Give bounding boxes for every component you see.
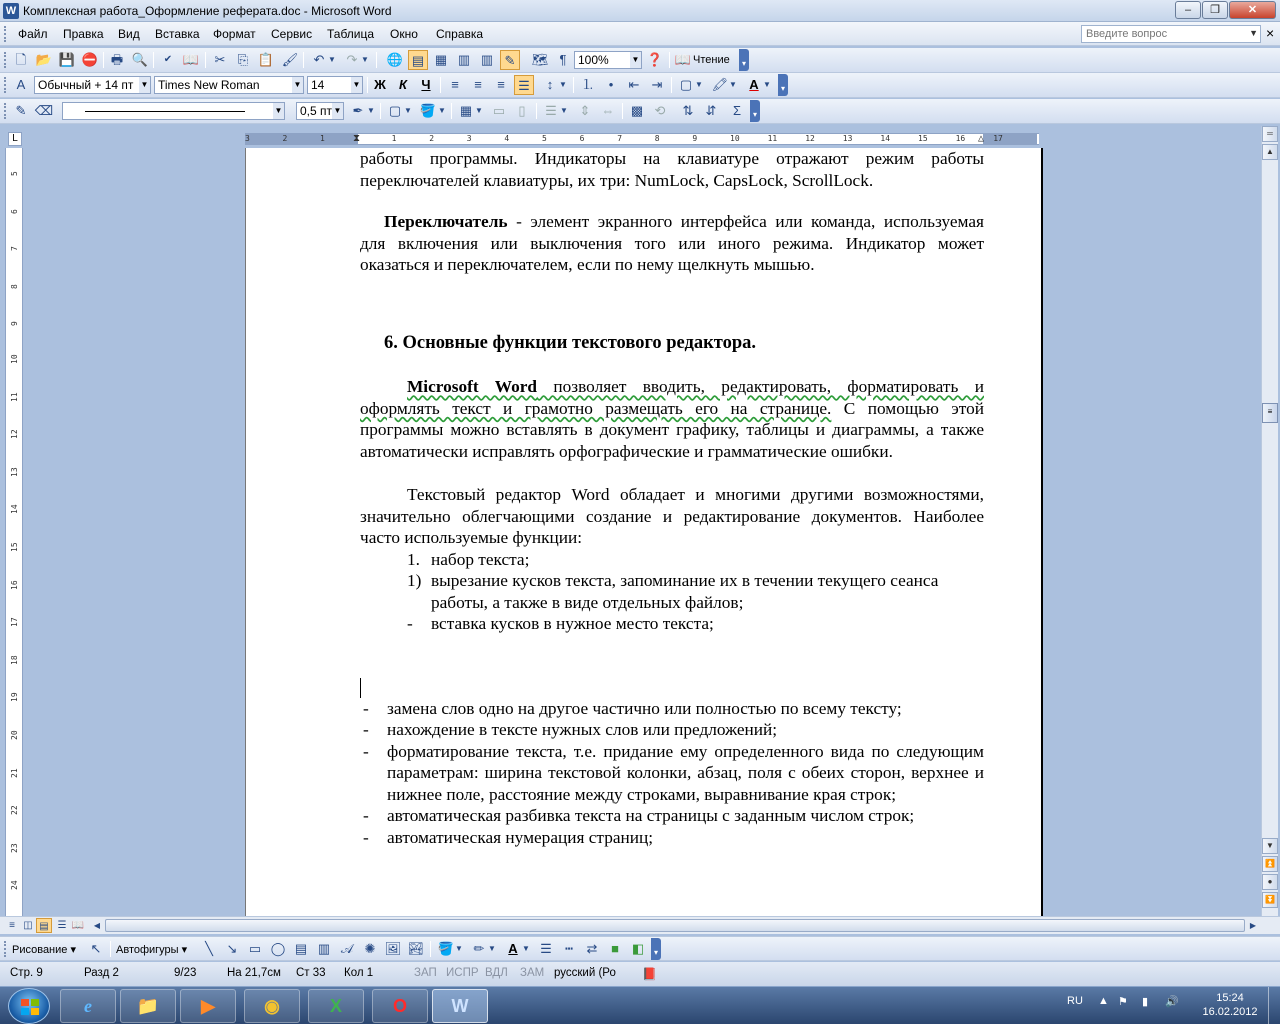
underline-button[interactable]: Ч xyxy=(421,77,431,92)
list-item xyxy=(360,805,984,827)
oval-icon[interactable]: ◯ xyxy=(270,941,286,956)
bullets-icon[interactable]: • xyxy=(608,77,614,92)
vertical-ruler-tick-label: 19 xyxy=(10,692,19,703)
font-value: Times New Roman xyxy=(158,78,260,92)
ruler-tick-label: 1 xyxy=(320,134,325,143)
vertical-ruler-tick-label: 23 xyxy=(10,843,19,853)
action-center-icon[interactable]: ⚑ xyxy=(1118,996,1128,1008)
ruler-tick-label: 2 xyxy=(429,134,435,143)
toolbar-separator xyxy=(380,103,381,119)
toolbar-separator xyxy=(153,52,154,68)
ruler-tick-label: 12 xyxy=(805,134,815,143)
vertical-ruler-tick-label: 9 xyxy=(10,321,19,327)
vertical-ruler-tick-label: 24 xyxy=(10,880,19,891)
line-spacing-icon[interactable]: ↕ xyxy=(546,77,554,92)
print-icon[interactable]: 🖶 xyxy=(110,52,124,67)
chrome-icon[interactable]: ◉ xyxy=(244,989,300,1023)
status-overtype[interactable]: ЗАМ xyxy=(520,967,545,979)
diagram-icon[interactable]: ✺ xyxy=(364,941,376,956)
format-painter-icon[interactable]: 🖌 xyxy=(281,52,299,67)
normal-view-icon[interactable]: ≡ xyxy=(9,920,15,931)
document-area xyxy=(23,148,1261,916)
ruler-tick-label: 3 xyxy=(466,134,472,143)
vertical-ruler-tick-label: 13 xyxy=(10,467,19,477)
select-objects-icon[interactable]: ↖ xyxy=(90,941,102,956)
distribute-rows-icon[interactable]: ⇕ xyxy=(579,103,591,118)
next-page-icon[interactable]: ⏬ xyxy=(1262,892,1278,908)
internet-explorer-icon[interactable]: e xyxy=(60,989,116,1023)
toolbar-separator xyxy=(376,52,377,68)
ruler-tick-label: 8 xyxy=(654,134,660,143)
tables-borders-toolbar xyxy=(0,99,1280,124)
open-folder-icon[interactable]: 📂 xyxy=(35,52,53,67)
list-item-text: нахождение в тексте нужных слов или предложений; xyxy=(387,720,778,739)
pilcrow-icon[interactable]: ¶ xyxy=(559,52,567,67)
list-marker: - xyxy=(363,827,369,847)
list-item-text: замена слов одно на другое частично или полностью по всему тексту; xyxy=(387,698,902,718)
vertical-ruler-tick-label: 8 xyxy=(10,283,19,289)
section-heading: 6. Основные функции текстового редактора. xyxy=(384,332,757,353)
3d-style-icon[interactable]: ◧ xyxy=(631,941,645,956)
network-icon[interactable]: ▮ xyxy=(1142,996,1149,1008)
draw-table-icon[interactable]: ✎ xyxy=(15,103,27,118)
line-style-preview xyxy=(85,111,245,112)
redo-icon[interactable]: ↷ xyxy=(346,52,358,67)
start-button[interactable] xyxy=(8,988,50,1024)
sort-ascending-icon[interactable]: ⇅ xyxy=(682,103,694,118)
status-language[interactable]: русский (Ро xyxy=(554,967,616,979)
italic-button[interactable]: К xyxy=(399,77,407,92)
select-browse-object-icon[interactable]: ● xyxy=(1262,874,1278,890)
chevron-down-icon[interactable]: ▼ xyxy=(292,77,303,93)
vertical-ruler-tick-label: 11 xyxy=(10,391,19,402)
split-cells-icon[interactable]: ▯ xyxy=(518,103,526,118)
vertical-ruler-tick-label: 12 xyxy=(10,429,19,440)
toolbar-separator xyxy=(440,77,441,93)
menu-tools[interactable]: Сервис xyxy=(271,27,313,41)
line-weight-value: 0,5 пт xyxy=(300,104,333,118)
ruler-tick-label: 5 xyxy=(542,134,547,143)
paragraph-switch xyxy=(360,211,984,276)
line-style-select[interactable] xyxy=(62,102,285,120)
list-item-text: вырезание кусков текста, запоминание их в течении текущего сеанса работы, а также в виде отдельных файлов; xyxy=(431,571,939,612)
windows-logo-icon xyxy=(21,999,39,1015)
file-explorer-icon[interactable]: 📁 xyxy=(120,989,176,1023)
increase-indent-icon[interactable]: ⇥ xyxy=(651,77,663,92)
menu-edit[interactable]: Правка xyxy=(63,27,104,41)
fill-color-icon[interactable]: 🪣 xyxy=(437,941,455,956)
toolbar-separator xyxy=(367,77,368,93)
chevron-down-icon[interactable]: ▼ xyxy=(273,103,284,119)
ruler-tick-label: 2 xyxy=(282,134,288,143)
chevron-down-icon[interactable]: ▼ xyxy=(328,55,336,64)
menu-insert[interactable]: Вставка xyxy=(155,27,200,41)
toolbar-options-button[interactable]: ▾ xyxy=(778,74,788,96)
scroll-right-icon[interactable]: ▶ xyxy=(1249,921,1257,930)
spelling-icon[interactable]: ✔ xyxy=(163,54,173,65)
chevron-down-icon[interactable]: ▼ xyxy=(367,106,375,115)
text-cursor xyxy=(360,678,361,698)
status-record-macro[interactable]: ЗАП xyxy=(414,967,437,979)
paste-icon[interactable]: 📋 xyxy=(257,52,275,67)
columns-icon[interactable]: ▥ xyxy=(480,52,494,67)
status-position: На 21,7см xyxy=(227,967,281,979)
help-icon[interactable]: ❓ xyxy=(646,52,664,67)
split-box[interactable]: ═ xyxy=(1262,126,1278,142)
list-item-text: форматирование текста, т.е. придание ему определенного вида по следующим параметрам: ширина текстовой колонки, абзац, поля с обеих сторон, верхнее и нижнее поле, расстояние между строками, выравнивание края строк; xyxy=(387,741,984,804)
toolbar-separator xyxy=(103,52,104,68)
status-column: Кол 1 xyxy=(344,967,374,979)
print-preview-icon[interactable]: 🔍 xyxy=(131,52,149,67)
document-page[interactable] xyxy=(245,148,1043,916)
chevron-down-icon[interactable]: ▼ xyxy=(351,77,362,93)
shading-color-icon[interactable]: 🪣 xyxy=(419,103,437,118)
indent-marker-icon[interactable]: ⧗ xyxy=(353,133,361,144)
chevron-down-icon[interactable]: ▼ xyxy=(729,80,737,89)
list-item-text: вставка кусков в нужное место текста; xyxy=(431,614,714,633)
arrow-icon[interactable]: ↘ xyxy=(226,941,238,956)
document-map-icon[interactable]: 🗺 xyxy=(531,52,549,67)
reading-layout-icon[interactable]: 📖 xyxy=(71,920,85,931)
bold-button[interactable]: Ж xyxy=(374,77,386,92)
toolbar-options-button[interactable]: ▾ xyxy=(651,938,661,960)
toolbar-grip[interactable] xyxy=(4,103,8,119)
style-value: Обычный + 14 пт xyxy=(38,78,134,92)
vertical-ruler-tick-label: 7 xyxy=(10,246,19,252)
ruler-tick-label: 7 xyxy=(617,134,623,143)
ruler-right-margin xyxy=(983,134,1037,144)
list-marker: - xyxy=(363,698,369,718)
research-icon[interactable]: 📖 xyxy=(182,52,200,67)
chevron-down-icon[interactable]: ▼ xyxy=(475,106,483,115)
style-select[interactable] xyxy=(34,76,151,94)
new-document-icon[interactable]: 🗋 xyxy=(15,52,27,67)
line-style-icon[interactable]: ☰ xyxy=(540,941,552,956)
toolbar-separator xyxy=(110,941,111,957)
save-icon[interactable]: 💾 xyxy=(58,52,76,67)
horizontal-scroll-thumb[interactable] xyxy=(105,919,1245,932)
list-marker: - xyxy=(363,720,369,739)
menu-help[interactable]: Справка xyxy=(436,27,484,41)
vertical-ruler-tick-label: 17 xyxy=(10,617,19,628)
vertical-ruler-tick-label: 20 xyxy=(10,730,19,740)
arrow-style-icon[interactable]: ⇄ xyxy=(586,941,598,956)
ruler-tick-label: 15 xyxy=(918,134,928,143)
font-color-icon[interactable]: A xyxy=(508,941,518,956)
list-marker: 1. xyxy=(407,549,420,569)
help-search-placeholder: Введите вопрос xyxy=(1086,28,1168,40)
toolbar-separator xyxy=(671,77,672,93)
vertical-ruler-tick-label: 21 xyxy=(10,767,19,778)
list-marker: - xyxy=(363,741,369,761)
previous-page-icon[interactable]: ⏫ xyxy=(1262,856,1278,872)
list-marker: - xyxy=(363,806,369,825)
menu-file[interactable]: Файл xyxy=(18,27,48,41)
undo-icon[interactable]: ↶ xyxy=(313,52,325,67)
toolbar-separator xyxy=(430,941,431,957)
line-icon[interactable]: ╲ xyxy=(205,941,213,956)
font-size-select[interactable] xyxy=(307,76,363,94)
media-player-icon[interactable]: ▶ xyxy=(180,989,236,1023)
insert-picture-icon[interactable]: 🏞 xyxy=(407,941,425,956)
autoshapes-menu-button[interactable]: Автофигуры ▾ xyxy=(116,944,188,956)
formatting-toolbar xyxy=(0,73,1280,98)
ruler-tick-label: 9 xyxy=(692,134,698,143)
numbering-icon[interactable]: ⒈ xyxy=(581,77,595,92)
toolbar-options-button[interactable]: ▾ xyxy=(739,49,749,71)
align-center-icon[interactable]: ≡ xyxy=(474,77,482,92)
copy-icon[interactable]: ⎘ xyxy=(237,52,249,67)
vertical-ruler-tick-label: 15 xyxy=(10,542,19,552)
word-rest-text: С помощью этой программы можно вставлять в документ графику, таблицы и диаграммы, а также автоматически исправлять орфографические и грамматические ошибки. xyxy=(360,398,985,461)
hyperlink-icon[interactable]: 🌐 xyxy=(386,52,404,67)
wordart-icon[interactable]: 𝒜 xyxy=(340,941,354,956)
toolbar-options-button[interactable]: ▾ xyxy=(750,100,760,122)
list-marker: - xyxy=(407,614,413,633)
status-page: Стр. 9 xyxy=(10,967,43,979)
list-item xyxy=(360,549,984,571)
eraser-icon[interactable]: ⌫ xyxy=(34,103,54,118)
list-item xyxy=(360,741,984,806)
standard-toolbar xyxy=(0,48,1280,73)
chevron-down-icon[interactable]: ▼ xyxy=(763,80,771,89)
status-bar xyxy=(0,962,1280,986)
list-item-text: набор текста; xyxy=(431,549,530,569)
clock-date: 16.02.2012 xyxy=(1202,1006,1258,1018)
font-size-value: 14 xyxy=(311,78,325,92)
dash-style-icon[interactable]: ┅ xyxy=(565,941,573,956)
term-switch: Переключатель xyxy=(384,212,508,231)
ruler-tick-label: 10 xyxy=(730,134,740,143)
autoshapes-menu-label: Автофигуры xyxy=(116,944,179,956)
vertical-ruler-tick-label: 16 xyxy=(10,579,19,590)
menubar-grip[interactable] xyxy=(4,26,8,42)
paragraph-features: Текстовый редактор Word обладает и многими другими возможностями, значительно облегчающими создание и редактирование документов. Наиболее часто используемые функции: xyxy=(360,485,984,547)
toolbar-grip[interactable] xyxy=(4,941,8,957)
menu-table[interactable]: Таблица xyxy=(327,27,375,41)
toolbar-separator xyxy=(205,52,206,68)
volume-icon[interactable]: 🔊 xyxy=(1165,996,1179,1008)
status-section: Разд 2 xyxy=(84,967,119,979)
ruler-tick-label: 3 xyxy=(245,134,250,143)
excel-icon[interactable]: X xyxy=(308,989,364,1023)
chevron-down-icon[interactable]: ▼ xyxy=(139,77,150,93)
outside-border-icon[interactable]: ▢ xyxy=(388,103,402,118)
document-body[interactable] xyxy=(360,148,984,848)
toolbar-separator xyxy=(669,52,670,68)
justify-icon[interactable]: ☰ xyxy=(514,75,534,95)
word-app-icon[interactable]: W xyxy=(3,3,19,19)
tables-borders-icon[interactable]: ▤ xyxy=(408,50,428,70)
list-item-text: автоматическая разбивка текста на страницы с заданным числом строк; xyxy=(387,806,915,825)
status-extend-selection[interactable]: ВДЛ xyxy=(485,967,508,979)
list-item xyxy=(360,827,984,849)
text-box-icon[interactable]: ▤ xyxy=(294,941,308,956)
toolbar-separator xyxy=(451,103,452,119)
show-desktop-button[interactable] xyxy=(1268,987,1280,1024)
chevron-down-icon[interactable]: ▼ xyxy=(438,106,446,115)
text-direction-icon[interactable]: ⟲ xyxy=(654,103,666,118)
insert-table-icon[interactable]: ▦ xyxy=(434,52,448,67)
horizontal-ruler[interactable] xyxy=(245,133,1039,145)
ruler-tick-label: 1 xyxy=(391,134,397,143)
chevron-down-icon[interactable]: ▼ xyxy=(1249,28,1258,38)
sort-descending-icon[interactable]: ⇵ xyxy=(705,103,717,118)
word-taskbar-icon[interactable]: W xyxy=(432,989,488,1023)
insert-excel-icon[interactable]: ▥ xyxy=(457,52,471,67)
chevron-down-icon[interactable]: ▼ xyxy=(560,106,568,115)
close-document-button[interactable]: × xyxy=(1266,25,1275,41)
toolbar-grip[interactable] xyxy=(4,77,8,93)
line-color-icon[interactable]: ✏ xyxy=(473,941,485,956)
vertical-ruler-tick-label: 22 xyxy=(10,805,19,816)
line-weight-select[interactable] xyxy=(296,102,344,120)
list-item xyxy=(360,570,984,613)
table-autoformat-icon[interactable]: ▩ xyxy=(630,103,644,118)
restore-button[interactable]: ❐ xyxy=(1202,1,1228,19)
decrease-indent-icon[interactable]: ⇤ xyxy=(628,77,640,92)
align-left-icon[interactable]: ≡ xyxy=(451,77,459,92)
ruler-tick-label: 6 xyxy=(579,134,585,143)
scroll-thumb[interactable]: ≡ xyxy=(1262,403,1278,423)
chevron-down-icon[interactable]: ▼ xyxy=(332,103,343,119)
input-language-indicator[interactable]: RU xyxy=(1067,995,1083,1007)
ruler-left-margin xyxy=(245,133,361,144)
styles-pane-icon[interactable]: A xyxy=(16,77,26,92)
list-marker: 1) xyxy=(407,571,422,590)
vertical-ruler-tick-label: 5 xyxy=(10,171,19,176)
list-item-text: автоматическая нумерация страниц; xyxy=(387,827,654,847)
dash-list xyxy=(360,698,984,849)
zoom-select[interactable] xyxy=(574,51,642,69)
vertical-ruler-tick-label: 18 xyxy=(10,655,19,665)
vertical-ruler[interactable] xyxy=(5,148,23,916)
toolbar-grip[interactable] xyxy=(4,52,8,68)
list-item xyxy=(360,719,984,741)
ruler-tick-label: 16 xyxy=(955,134,966,143)
ruler-tick-label: 4 xyxy=(504,134,510,143)
title-bar xyxy=(0,0,1280,22)
numbered-list xyxy=(360,549,984,635)
vertical-ruler-tick-label: 10 xyxy=(10,354,19,364)
menu-window[interactable]: Окно xyxy=(390,27,418,41)
horizontal-scrollbar-row xyxy=(0,916,1280,934)
toolbar-separator xyxy=(536,103,537,119)
drawing-icon[interactable]: ✎ xyxy=(500,50,520,70)
borders-icon[interactable]: ▢ xyxy=(679,77,693,92)
read-icon[interactable]: 📖 xyxy=(674,52,692,67)
chevron-down-icon[interactable]: ▼ xyxy=(695,80,703,89)
status-page-count: 9/23 xyxy=(174,967,197,979)
distribute-columns-icon[interactable]: ⇔ xyxy=(601,103,615,118)
rectangle-icon[interactable]: ▭ xyxy=(248,941,262,956)
paragraph-word xyxy=(360,376,984,462)
merge-cells-icon[interactable]: ▭ xyxy=(492,103,506,118)
windows-taskbar xyxy=(0,986,1280,1024)
shadow-style-icon[interactable]: ■ xyxy=(611,941,619,956)
clock-time: 15:24 xyxy=(1216,992,1244,1004)
highlight-icon[interactable]: 🖍 xyxy=(711,77,729,92)
chevron-down-icon[interactable]: ▼ xyxy=(522,944,530,953)
list-item xyxy=(360,698,984,720)
tray-expand-icon[interactable]: ▲ xyxy=(1098,995,1109,1007)
ruler-tick-label: 13 xyxy=(842,134,853,143)
chevron-down-icon[interactable]: ▼ xyxy=(630,52,641,68)
web-layout-icon[interactable]: ◫ xyxy=(23,920,33,931)
paragraph-indicators: работы программы. Индикаторы на клавиатуре отражают режим работы переключателей клавиатуры, их три: NumLock, CapsLock, ScrollLock. xyxy=(360,149,984,190)
blank-space xyxy=(360,635,984,678)
scroll-up-icon[interactable]: ▲ xyxy=(1262,144,1278,160)
right-indent-marker-icon[interactable]: △ xyxy=(978,133,985,144)
menu-view[interactable]: Вид xyxy=(118,27,140,41)
outline-view-icon[interactable]: ☰ xyxy=(57,920,67,931)
align-right-icon[interactable]: ≡ xyxy=(497,77,505,92)
permission-icon[interactable]: ⛔ xyxy=(81,52,99,67)
menu-format[interactable]: Формат xyxy=(213,27,256,41)
print-layout-icon[interactable]: ▤ xyxy=(36,918,52,933)
ruler-tick-label: 14 xyxy=(880,134,891,143)
reading-mode-button[interactable]: Чтение xyxy=(693,54,730,66)
drawing-toolbar xyxy=(0,936,1280,961)
vertical-ruler-tick-label: 14 xyxy=(10,504,19,515)
vertical-ruler-tick-label: 6 xyxy=(10,208,19,214)
autosum-icon[interactable]: Σ xyxy=(732,103,742,118)
toolbar-separator xyxy=(622,103,623,119)
insert-table-icon[interactable]: ▦ xyxy=(459,103,473,118)
align-cell-icon[interactable]: ☰ xyxy=(545,103,557,118)
drawing-menu-label: Рисование xyxy=(12,944,68,956)
toolbar-separator xyxy=(303,52,304,68)
toolbar-separator xyxy=(573,77,574,93)
font-select[interactable] xyxy=(154,76,304,94)
status-track-changes[interactable]: ИСПР xyxy=(446,967,479,979)
zoom-value: 100% xyxy=(578,53,609,67)
opera-icon[interactable]: O xyxy=(372,989,428,1023)
chevron-down-icon[interactable]: ▼ xyxy=(455,944,463,953)
border-color-icon[interactable]: ✒ xyxy=(352,103,364,118)
vertical-text-box-icon[interactable]: ▥ xyxy=(317,941,331,956)
window-title: Комплексная работа_Оформление реферата.doc - Microsoft Word xyxy=(23,4,392,18)
chevron-down-icon[interactable]: ▼ xyxy=(361,55,369,64)
close-button[interactable]: ✕ xyxy=(1229,1,1276,19)
vertical-scrollbar[interactable] xyxy=(1261,126,1278,916)
list-item xyxy=(360,613,984,635)
clip-art-icon[interactable]: 🖼 xyxy=(384,941,402,956)
status-line: Ст 33 xyxy=(296,967,326,979)
cut-icon[interactable]: ✂ xyxy=(214,52,226,67)
tab-selector[interactable]: L xyxy=(8,132,22,146)
switch-definition: - элемент экранного интерфейса или команда, используемая для включения или выключения того или иного режима. Индикатор может оказаться и переключателем, если по нему щелкнуть мышью. xyxy=(360,212,984,274)
ruler-tick-label: 17 xyxy=(993,134,1003,143)
chevron-down-icon[interactable]: ▼ xyxy=(559,80,567,89)
chevron-down-icon[interactable]: ▼ xyxy=(488,944,496,953)
help-search-input[interactable] xyxy=(1081,25,1261,43)
term-word: Microsoft Word xyxy=(407,377,537,396)
spelling-status-icon[interactable]: 📕 xyxy=(642,967,657,981)
scroll-left-icon[interactable]: ◀ xyxy=(93,921,101,930)
ruler-tick-label: 11 xyxy=(767,134,778,143)
font-color-button[interactable]: A xyxy=(749,77,759,92)
minimize-button[interactable]: – xyxy=(1175,1,1201,19)
scroll-down-icon[interactable]: ▼ xyxy=(1262,838,1278,854)
chevron-down-icon[interactable]: ▼ xyxy=(404,106,412,115)
system-clock[interactable] xyxy=(1195,991,1265,1019)
drawing-menu-button[interactable]: Рисование ▾ xyxy=(12,944,76,956)
word-underlined-text: позволяет вводить, редактировать, форматировать и оформлять текст и грамотно размещать его на странице. xyxy=(360,377,984,418)
